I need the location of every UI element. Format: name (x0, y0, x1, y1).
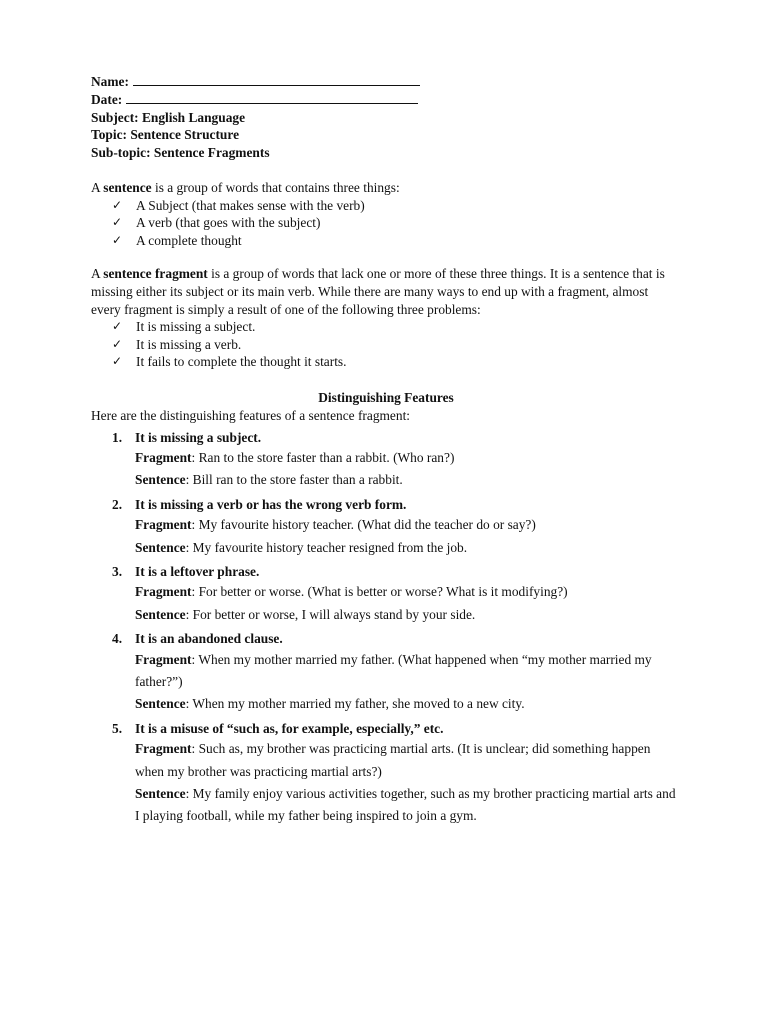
date-line (91, 90, 681, 108)
sentence-example: Sentence: For better or worse, I will always stand by your side. (135, 606, 476, 622)
item-number: 5. (112, 720, 123, 736)
date-label: Date: (91, 92, 123, 108)
worksheet-page (91, 72, 681, 828)
subject-line: Subject: English Language (91, 109, 246, 125)
list-item: ✓ A verb (that goes with the subject) (112, 215, 321, 231)
features-list (91, 429, 681, 828)
feature-item (91, 630, 681, 716)
checkmark-icon: ✓ (112, 354, 123, 369)
feature-item (91, 429, 681, 492)
item-number: 2. (112, 496, 123, 512)
features-intro: Here are the distinguishing features of a sentence fragment: (91, 407, 411, 423)
sentence-term: sentence (103, 180, 152, 196)
feature-item (91, 720, 681, 828)
feature-title: It is a misuse of “such as, for example, especially,” etc. (135, 720, 444, 736)
fragment-example: Fragment: My favourite history teacher. (What did the teacher do or say?) (135, 517, 536, 533)
sentence-requirements-list (91, 197, 681, 250)
item-number: 3. (112, 564, 123, 579)
fragment-example: Fragment: When my mother married my father. (What happened when “my mother married my father?”) (135, 651, 652, 690)
checkmark-icon: ✓ (112, 197, 123, 212)
checkmark-icon: ✓ (112, 319, 123, 334)
sentence-example: Sentence: My family enjoy various activities together, such as my brother practicing martial arts and I playing football, while my father being inspired to join a gym. (135, 786, 676, 824)
feature-title: It is missing a subject. (135, 429, 262, 445)
feature-title: It is an abandoned clause. (135, 631, 283, 647)
date-field[interactable] (126, 90, 418, 104)
name-field[interactable] (133, 72, 420, 86)
topic-line: Topic: Sentence Structure (91, 127, 240, 143)
fragment-example: Fragment: Such as, my brother was practicing martial arts. (It is unclear; did something happen when my brother was practicing martial arts?) (135, 741, 651, 779)
list-item: ✓ A complete thought (112, 232, 242, 248)
sentence-definition: A sentence is a group of words that contains three things: (91, 180, 400, 196)
sentence-example: Sentence: When my mother married my father, she moved to a new city. (135, 696, 525, 712)
sentence-example: Sentence: My favourite history teacher resigned from the job. (135, 539, 468, 555)
fragment-example: Fragment: For better or worse. (What is better or worse? What is it modifying?) (135, 584, 568, 600)
feature-item (91, 563, 681, 626)
list-item: ✓ It is missing a verb. (112, 336, 242, 352)
fragment-example: Fragment: Ran to the store faster than a rabbit. (Who ran?) (135, 449, 455, 465)
subtopic-line: Sub-topic: Sentence Fragments (91, 144, 270, 160)
list-item: ✓ It fails to complete the thought it starts. (112, 354, 347, 370)
checkmark-icon: ✓ (112, 232, 123, 247)
checkmark-icon: ✓ (112, 215, 123, 230)
feature-title: It is missing a verb or has the wrong verb form. (135, 496, 407, 512)
feature-title: It is a leftover phrase. (135, 564, 260, 579)
name-label: Name: (91, 74, 129, 89)
name-line (91, 72, 681, 90)
item-number: 1. (112, 429, 123, 445)
feature-item (91, 496, 681, 559)
list-item: ✓ A Subject (that makes sense with the verb) (112, 197, 365, 213)
sentence-example: Sentence: Bill ran to the store faster than a rabbit. (135, 472, 403, 488)
fragment-term: sentence fragment (103, 266, 208, 282)
section-title: Distinguishing Features (318, 389, 454, 405)
checkmark-icon: ✓ (112, 336, 123, 351)
fragment-definition: A sentence fragment is a group of words that lack one or more of these three things. It is a sentence that is missing either its subject or its main verb. While there are many ways to end up with a fragment, almost every fragment is simply a result of one of the following three problems: (91, 266, 665, 317)
item-number: 4. (112, 631, 123, 647)
list-item: ✓ It is missing a subject. (112, 319, 256, 335)
fragment-problems-list (91, 318, 681, 371)
